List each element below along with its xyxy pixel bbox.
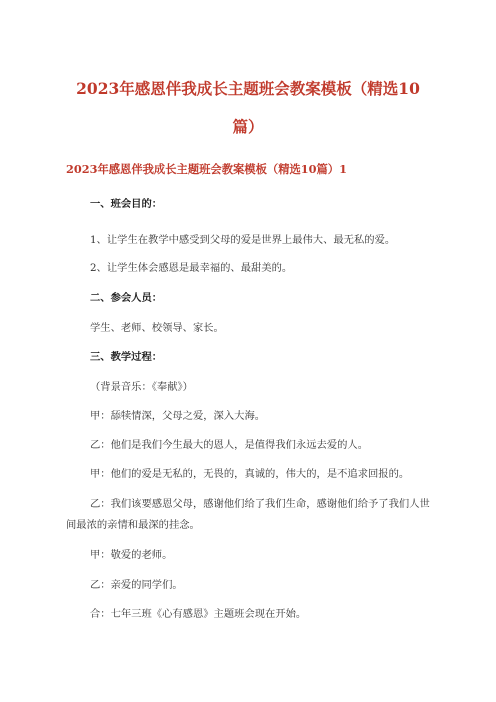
process-line: 乙：我们该要感恩父母，感谢他们给了我们生命，感谢他们给予了我们人世 [90,498,430,510]
process-line: 甲：舔犊情深，父母之爱，深入大海。 [90,410,266,422]
process-line: 乙：亲爱的同学们。 [90,579,183,591]
objective-item-1: 1、让学生在教学中感受到父母的爱是世界上最伟大、最无私的爱。 [90,234,396,246]
document-title-line-1: 2023年感恩伴我成长主题班会教案模板（精选10 [76,79,420,98]
objective-item-2: 2、让学生体会感恩是最幸福的、最甜美的。 [90,262,293,274]
objective-heading: 一、班会目的： [90,198,163,210]
process-line: （背景音乐：《奉献》） [90,381,193,393]
section-subtitle: 2023年感恩伴我成长主题班会教案模板（精选10篇）1 [66,162,347,176]
participants-text: 学生、老师、校领导、家长。 [90,322,224,334]
document-title-line-2: 篇） [232,117,264,136]
process-line: 甲：敬爱的老师。 [90,549,173,561]
process-line: 乙：他们是我们今生最大的恩人，是值得我们永远去爱的人。 [90,439,369,451]
process-line: 合：七年三班《心有感恩》主题班会现在开始。 [90,608,307,620]
process-heading: 三、教学过程： [90,351,163,363]
participants-heading: 二、参会人员： [90,292,163,304]
process-line: 间最浓的亲情和最深的挂念。 [66,519,200,531]
process-line: 甲：他们的爱是无私的，无畏的，真诚的，伟大的，是不追求回报的。 [90,468,410,480]
